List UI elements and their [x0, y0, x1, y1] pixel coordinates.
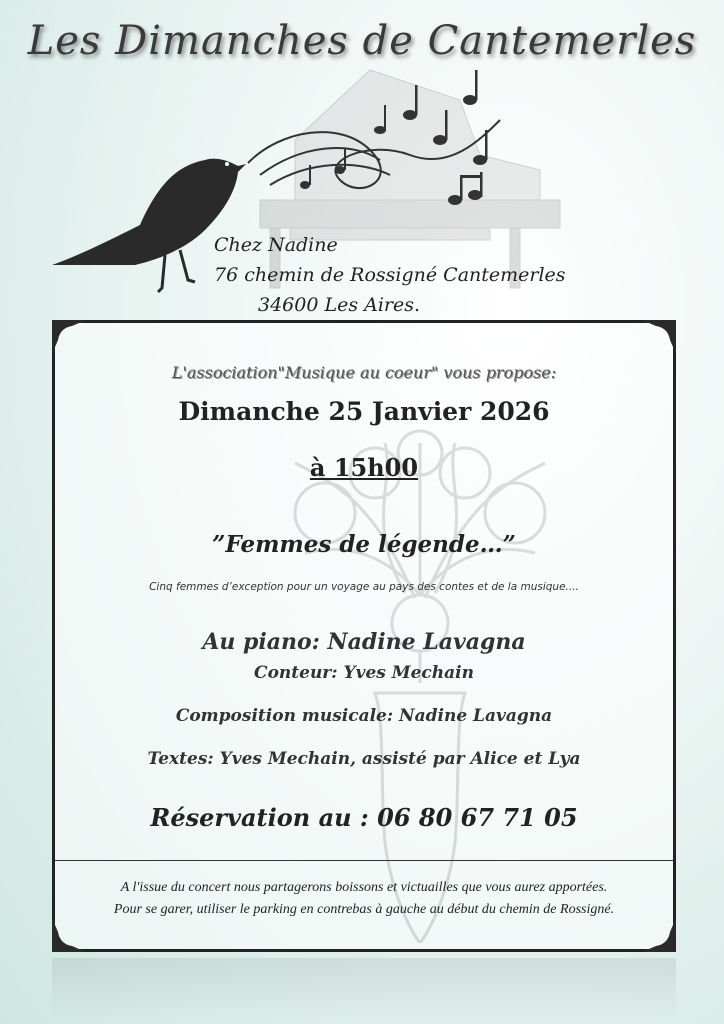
show-tagline: Cinq femmes d’exception pour un voyage au pays des contes et de la musique....: [149, 581, 579, 593]
footer-divider: [55, 860, 673, 861]
frame-reflection: [52, 958, 676, 1018]
program-frame: [52, 320, 676, 952]
frame-corner-tr-icon: [642, 320, 676, 354]
credit-piano: Au piano: Nadine Lavagna: [202, 629, 526, 655]
event-time: à 15h00: [309, 453, 419, 482]
reservation-phone: Réservation au : 06 80 67 71 05: [150, 803, 578, 832]
credit-textes: Textes: Yves Mechain, assisté par Alice et Lya: [147, 749, 581, 769]
tree-woman-icon: [265, 423, 575, 943]
address-line-3: 34600 Les Aires.: [258, 294, 421, 316]
footer-notes: [55, 877, 673, 921]
address-line-1: Chez Nadine: [214, 234, 338, 256]
frame-corner-br-icon: [642, 918, 676, 952]
frame-corner-tl-icon: [52, 320, 86, 354]
intro-text: L'association"Musique au coeur" vous propose:: [171, 363, 557, 382]
venue-address: [214, 230, 566, 320]
footer-line-2: Pour se garer, utiliser le parking en contrebas à gauche au début du chemin de Rossigné.: [113, 902, 615, 917]
poster-title: Les Dimanches de Cantemerles: [27, 18, 697, 64]
footer-line-1: A l'issue du concert nous partagerons boissons et victuailles que vous aurez apportées.: [120, 880, 608, 895]
show-title: ”Femmes de légende…”: [212, 531, 516, 558]
event-date: Dimanche 25 Janvier 2026: [178, 397, 550, 426]
credit-composition: Composition musicale: Nadine Lavagna: [175, 706, 553, 726]
frame-corner-bl-icon: [52, 918, 86, 952]
address-line-2: 76 chemin de Rossigné Cantemerles: [214, 264, 566, 286]
credit-conteur: Conteur: Yves Mechain: [254, 663, 474, 683]
